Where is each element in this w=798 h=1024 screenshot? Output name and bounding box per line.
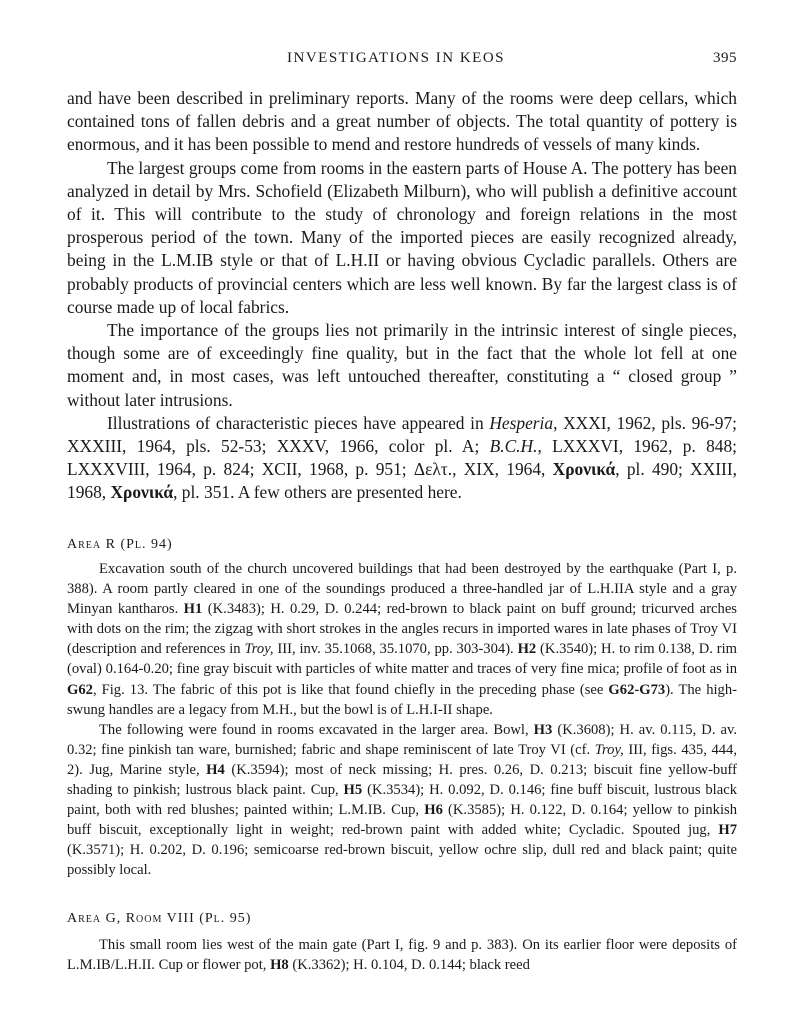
intro-text <box>67 87 737 505</box>
area-g-paragraph-1: This small room lies west of the main gate (Part I, fig. 9 and p. 383). On its earlier floor were deposits of L.M.IB/L.H.II. Cup or flower pot, H8 (K.3362); H. 0.104, D. 0.144; black reed <box>67 937 737 974</box>
catalog-id: H3 <box>533 721 553 738</box>
area-r-paragraph-2: The following were found in rooms excavated in the larger area. Bowl, H3 (K.3608); H. av. 0.115, D. av. 0.32; fine pinkish tan ware, burnished; fabric and shape reminiscent of late Troy VI (cf. Troy, III, figs. 435, 444, 2). Jug, Marine style, H4 (K.3594); most of neck missing; H. pres. 0.26, D. 0.213; biscuit fine yellow-buff shading to pinkish; lustrous black paint. Cup, H5 (K.3534); H. 0.092, D. 0.146; fine buff biscuit, lustrous black paint, both with red blushes; painted within; L.M.IB. Cup, H6 (K.3585); H. 0.122, D. 0.164; yellow to pinkish buff biscuit, exceptionally light in weight; red-brown paint with added white; Cycladic. Spouted jug, H7 (K.3571); H. 0.202, D. 0.196; semicoarse red-brown biscuit, yellow ochre slip, dull red and black paint; quite possibly local. <box>67 721 737 879</box>
ref-troy: Troy, <box>244 641 274 658</box>
intro-paragraph-1: and have been described in preliminary reports. Many of the rooms were deep cellars, which contained tons of fallen debris and a great number of objects. The total quantity of pottery is enormous, and it has been possible to mend and restore hundreds of vessels of many kinds. <box>67 88 737 155</box>
catalog-id: H1 <box>183 601 203 618</box>
ref-troy: Troy, <box>594 741 624 758</box>
running-head-title: INVESTIGATIONS IN KEOS <box>287 50 505 66</box>
intro-paragraph-2: The largest groups come from rooms in the eastern parts of House A. The pottery has been analyzed in detail by Mrs. Schofield (Elizabeth Milburn), who will publish a definitive account of it. This will contribute to the study of chronology and foreign relations in the most prosperous period of the town. Many of the imported pieces are easily recognized already, being in the L.M.IB style or that of L.H.II or having obvious Cycladic parallels. Others are probably products of provincial centers which are less well known. By far the largest class is of course made up of local fabrics. <box>67 157 737 317</box>
journal-bch: B.C.H. <box>489 436 538 457</box>
journal-xronika-2: Χρονικά <box>110 482 174 503</box>
section-heading-area-g: Area G, Room VIII (Pl. 95) <box>67 911 252 926</box>
intro-paragraph-4: Illustrations of characteristic pieces have appeared in Hesperia, XXXI, 1962, pls. 96-97; XXXIII, 1964, pls. 52-53; XXXV, 1966, color pl. A; B.C.H., LXXXVI, 1962, p. 848; LXXXVIII, 1964, p. 824; XCII, 1968, p. 951; Δελτ., XIX, 1964, Χρονικά, pl. 490; XXIII, 1968, Χρονικά, pl. 351. A few others are presented here. <box>67 412 738 503</box>
catalog-id: H5 <box>343 782 363 799</box>
catalog-id: H4 <box>206 761 225 778</box>
journal-xronika-1: Χρονικά <box>552 459 616 480</box>
catalog-id: H6 <box>424 802 443 819</box>
catalog-id: H2 <box>517 641 537 658</box>
catalog-id: H7 <box>718 822 737 839</box>
area-r-paragraph-1: Excavation south of the church uncovered buildings that had been destroyed by the earthquake (Part I, p. 388). A room partly cleared in one of the soundings produced a three-handled jar of L.H.IIA style and a gray Minyan kantharos. H1 (K.3483); H. 0.29, D. 0.244; red-brown to black paint on buff ground; tricurved arches with dots on the rim; the zigzag with short strokes in the angles recurs in imported wares in late phases of Troy VI (description and references in Troy, III, inv. 35.1068, 35.1070, pp. 303-304). H2 (K.3540); H. to rim 0.138, D. rim (oval) 0.164-0.20; fine gray biscuit with particles of white matter and traces of very fine mica; profile of foot as in G62, Fig. 13. The fabric of this pot is like that found chiefly in the preceding phase (see G62-G73). The high-swung handles are a legacy from M.H., but the bowl is of L.H.I-II shape. <box>67 561 738 718</box>
section-heading-area-r: Area R (Pl. 94) <box>67 537 173 552</box>
intro-paragraph-3: The importance of the groups lies not primarily in the intrinsic interest of single pieces, though some are of exceedingly fine quality, but in the fact that the whole lot fell at one moment and, in most cases, was left untouched thereafter, constituting a “ closed group ” without later intrusions. <box>67 320 737 410</box>
area-r-text <box>67 559 737 881</box>
journal-hesperia: Hesperia <box>489 412 554 433</box>
catalog-id: G62 <box>67 681 93 698</box>
catalog-id: G62-G73 <box>608 681 666 698</box>
area-g-text <box>67 935 737 975</box>
catalog-id: H8 <box>270 957 289 974</box>
running-head <box>67 50 737 72</box>
page-number: 395 <box>713 50 737 66</box>
